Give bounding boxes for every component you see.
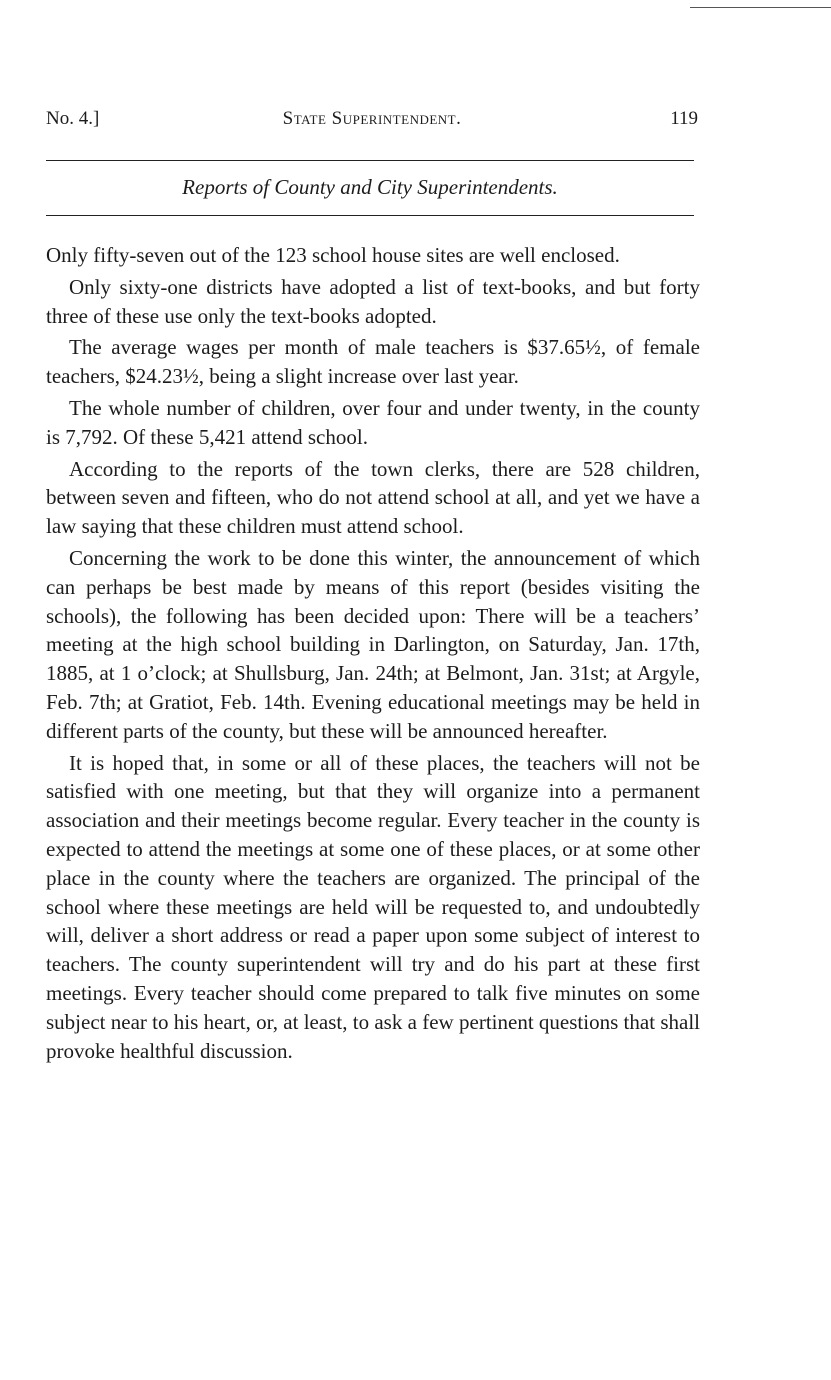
section-title: Reports of County and City Superintendents. [182, 175, 558, 199]
running-title: State Superintendent. [282, 108, 462, 129]
paragraph-wages: The average wages per month of male teachers is $37.65½, of female teachers, $24.23½, being a slight increase over last year. [46, 335, 700, 389]
paragraph-winter-meetings: Concerning the work to be done this winter, the announcement of which can perhaps be best made by means of this report (besides visiting the schools), the following has been decided upon: There will be a teachers’ meeting at the high school building in Darlington, on Saturday, Jan. 17th, 1885, at 1 o’clock; at Shullsburg, Jan. 24th; at Belmont, Jan. 31st; at Argyle, Feb. 7th; at Gratiot, Feb. 14th. Evening educational meetings may be held in different parts of the county, but these will be announced hereafter. [46, 545, 700, 743]
report-number: No. 4.] [46, 108, 100, 129]
paragraph-text-books: Only sixty-one districts have adopted a list of text-books, and but forty three of these use only the text-books adopted. [46, 274, 700, 328]
paragraph-association: It is hoped that, in some or all of these places, the teachers will not be satisfied with one meeting, but that they will organize into a permanent association and their meetings become regular. Every teacher in the county is expected to attend the meetings at some one of these places, or at some other place in the county where the teachers are organized. The principal of the school where these meetings are held will be requested to, and undoubtedly will, deliver a short address or read a paper upon some subject of interest to teachers. The county superintendent will try and do his part at these first meetings. Every teacher should come prepared to talk five minutes on some subject near to his heart, or, at least, to ask a few pertinent questions that shall provoke healthful discussion. [46, 750, 700, 1063]
running-header [46, 104, 698, 134]
header-rule-bottom [46, 215, 694, 216]
scan-edge-line [690, 7, 831, 8]
header-rule-top [46, 160, 694, 161]
body-text [46, 241, 700, 1068]
paragraph-children-count: The whole number of children, over four and under twenty, in the county is 7,792. Of these 5,421 attend school. [46, 395, 700, 449]
paragraph-school-sites: Only fifty-seven out of the 123 school house sites are well enclosed. [46, 243, 620, 267]
page-number: 119 [670, 108, 698, 129]
paragraph-non-attendance: According to the reports of the town clerks, there are 528 children, between seven and fifteen, who do not attend school at all, and yet we have a law saying that these children must attend school. [46, 456, 700, 539]
